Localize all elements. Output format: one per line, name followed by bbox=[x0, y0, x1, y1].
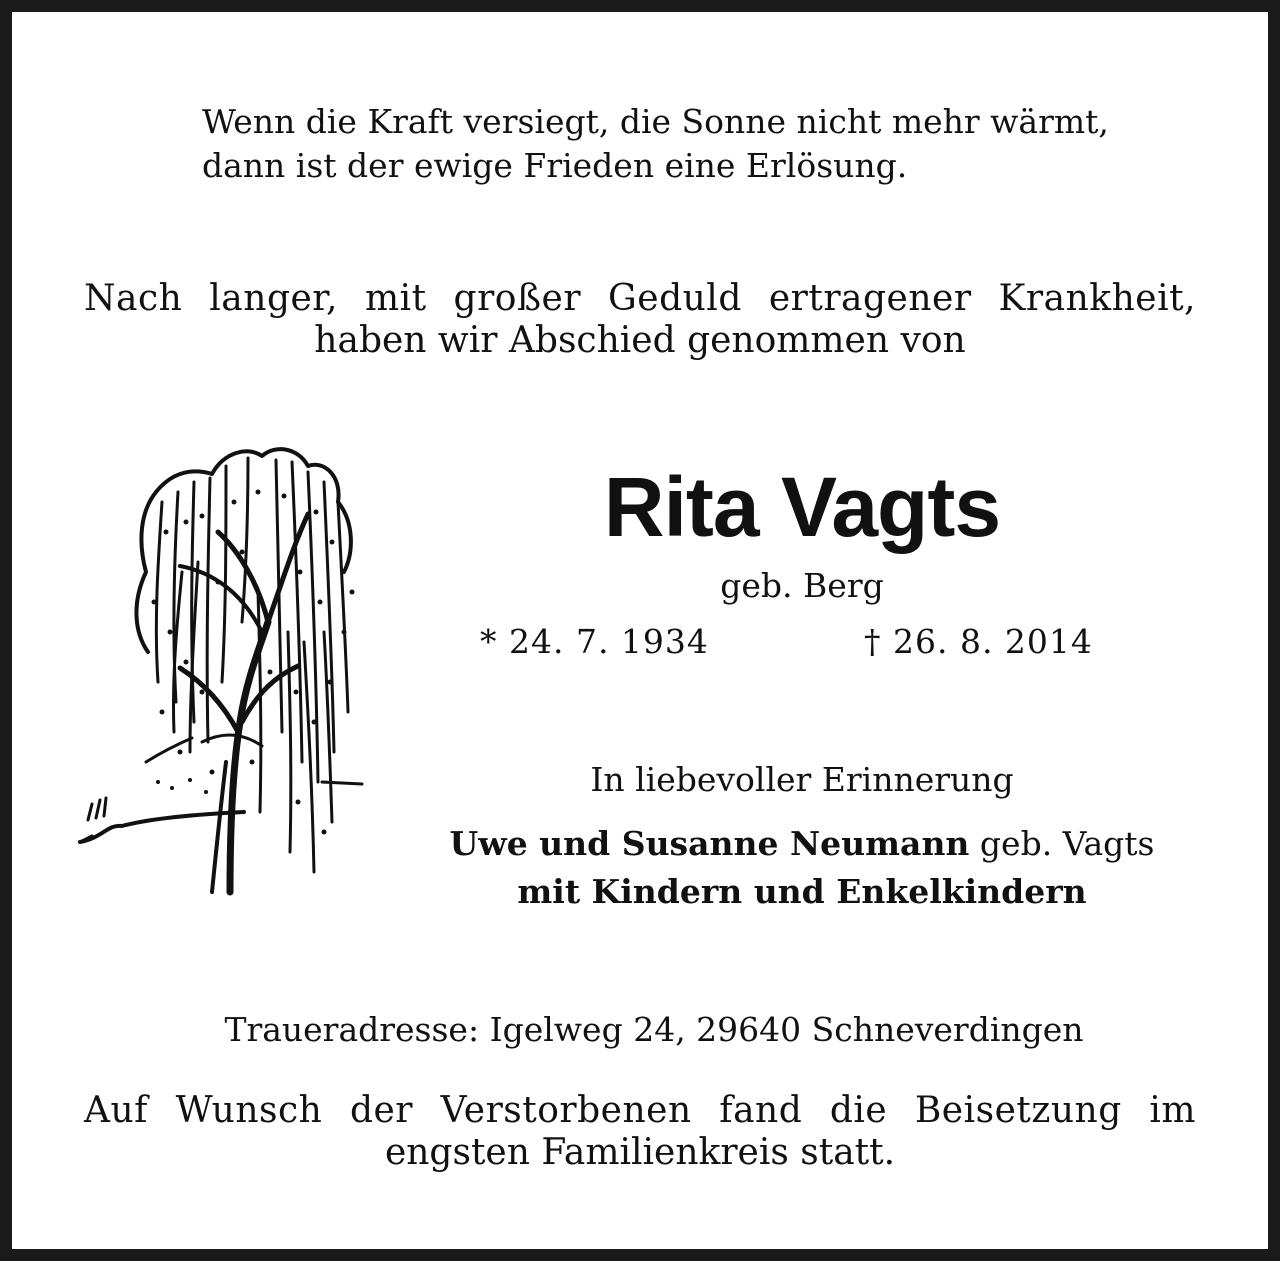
deceased-born-name: geb. Berg bbox=[720, 566, 884, 605]
burial-note-line-2: engsten Familienkreis statt. bbox=[384, 1132, 896, 1173]
death-date: † 26. 8. 2014 bbox=[864, 622, 1093, 661]
intro-line-1: Nach langer, mit großer Geduld ertragener Krankheit, bbox=[84, 278, 1196, 319]
mourners bbox=[392, 820, 1212, 916]
mourners-line-1 bbox=[392, 820, 1212, 868]
motto-verse bbox=[202, 100, 1202, 188]
mourners-line-2 bbox=[392, 868, 1212, 916]
burial-note-line-1: Auf Wunsch der Verstorbenen fand die Beisetzung im bbox=[84, 1090, 1196, 1131]
motto-line-2: dann ist der ewige Frieden eine Erlösung. bbox=[202, 146, 908, 185]
intro-line-2: haben wir Abschied genommen von bbox=[314, 320, 966, 361]
deceased-name: Rita Vagts bbox=[603, 460, 1001, 554]
birth-date: * 24. 7. 1934 bbox=[480, 622, 709, 661]
motto-line-1: Wenn die Kraft versiegt, die Sonne nicht mehr wärmt, bbox=[202, 102, 1109, 141]
mourners-family: mit Kindern und Enkelkindern bbox=[517, 872, 1087, 911]
memory-line: In liebevoller Erinnerung bbox=[590, 760, 1014, 799]
mourners-names-suffix: geb. Vagts bbox=[969, 824, 1155, 863]
mourning-address: Traueradresse: Igelweg 24, 29640 Schneverdingen bbox=[224, 1010, 1084, 1049]
mourners-names: Uwe und Susanne Neumann bbox=[449, 824, 970, 863]
weeping-willow-icon bbox=[62, 432, 372, 912]
intro-text bbox=[84, 278, 1196, 362]
burial-note bbox=[84, 1090, 1196, 1174]
